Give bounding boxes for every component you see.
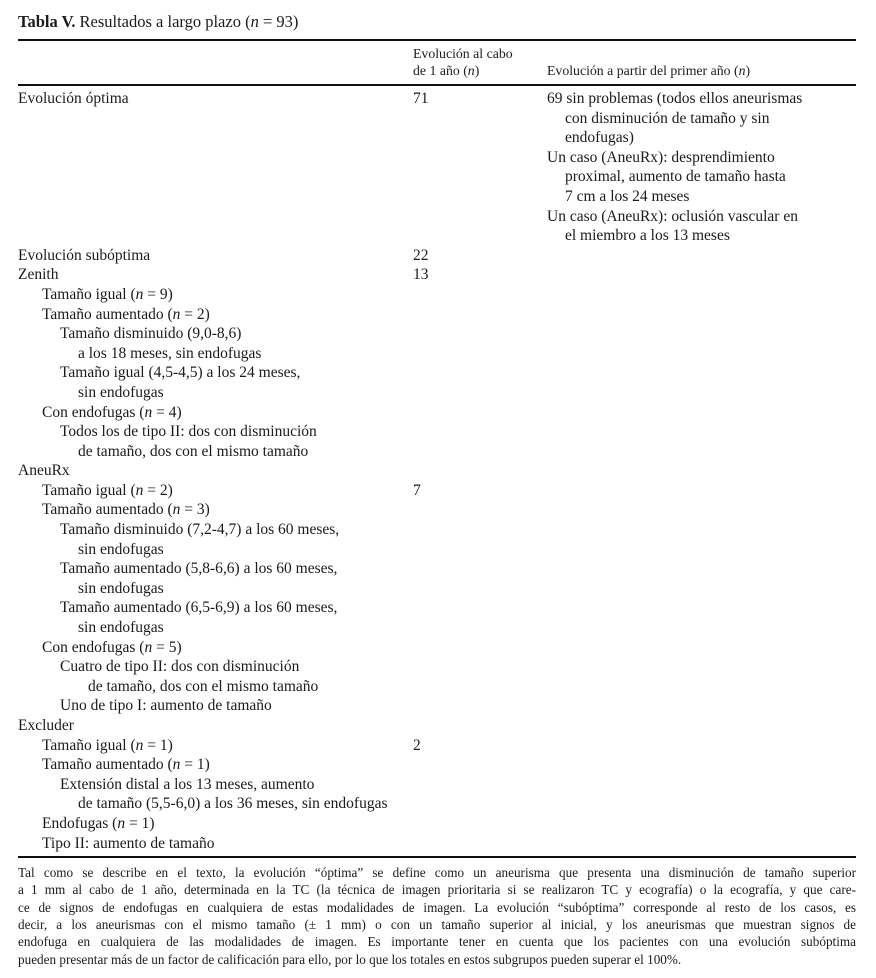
table-header-row bbox=[0, 41, 876, 84]
table-row bbox=[18, 265, 856, 285]
table-row bbox=[18, 638, 856, 658]
table-footnote bbox=[0, 858, 876, 968]
table-row bbox=[18, 618, 856, 638]
table-row bbox=[18, 814, 856, 834]
table-row bbox=[18, 461, 856, 481]
header-col-evolution-1yr-line1: Evolución al cabo bbox=[413, 46, 513, 61]
table-row bbox=[18, 403, 856, 423]
row-label: Tamaño disminuido (9,0-8,6) bbox=[60, 325, 242, 343]
detail-line: con disminución de tamaño y sin bbox=[565, 109, 770, 127]
row-label: sin endofugas bbox=[78, 383, 164, 401]
footnote-line: decir, a los aneurismas con el mismo tamaño (± 1 mm) o con un tamaño superior al inicial, y los aneurismas que muestran signos de bbox=[18, 917, 856, 933]
detail-line: Un caso (AneuRx): oclusión vascular en bbox=[547, 207, 798, 225]
table-title-text: Resultados a largo plazo (n = 93) bbox=[79, 12, 299, 31]
row-label: Uno de tipo I: aumento de tamaño bbox=[60, 697, 272, 715]
row-label: Tamaño igual (n = 9) bbox=[42, 285, 173, 303]
row-count-1yr: 7 bbox=[413, 481, 421, 499]
row-label: Con endofugas (n = 4) bbox=[42, 403, 182, 421]
row-label: a los 18 meses, sin endofugas bbox=[78, 344, 262, 362]
row-label: Evolución óptima bbox=[18, 90, 129, 107]
header-col-evolution-1yr-line2: de 1 año (n) bbox=[413, 62, 480, 78]
table-row bbox=[18, 520, 856, 540]
detail-line: 69 sin problemas (todos ellos aneurismas bbox=[547, 90, 803, 107]
detail-line: proximal, aumento de tamaño hasta bbox=[565, 168, 786, 186]
footnote-line: pueden presentar más de un factor de calificación para ello, por lo que los totales en estos subgrupos pueden superar el 100%. bbox=[18, 951, 682, 967]
table-body bbox=[0, 86, 876, 856]
row-count-1yr: 22 bbox=[413, 246, 429, 264]
row-label: de tamaño, dos con el mismo tamaño bbox=[78, 442, 309, 460]
footnote-line: endofuga en cualquiera de las modalidades de imagen. Es importante tener en cuenta que los pacientes con una evolución subóptima bbox=[18, 934, 856, 950]
header-col-evolution-after-1yr: Evolución a partir del primer año (n) bbox=[547, 62, 751, 78]
header-col-evolution-1yr bbox=[413, 46, 547, 79]
row-label: Tamaño aumentado (6,5-6,9) a los 60 meses, bbox=[60, 599, 338, 617]
row-label: sin endofugas bbox=[78, 619, 164, 637]
row-label: Extensión distal a los 13 meses, aumento bbox=[60, 775, 315, 793]
table-row bbox=[18, 736, 856, 756]
row-label: Zenith bbox=[18, 266, 59, 284]
table-row bbox=[18, 598, 856, 618]
table-row bbox=[18, 579, 856, 599]
table-row bbox=[18, 442, 856, 462]
table-row bbox=[18, 716, 856, 736]
table-row bbox=[18, 677, 856, 697]
table-row bbox=[18, 285, 856, 305]
row-label: AneuRx bbox=[18, 462, 70, 480]
table-row bbox=[18, 89, 856, 246]
table-row bbox=[18, 500, 856, 520]
row-label: Tamaño igual (n = 1) bbox=[42, 736, 173, 754]
row-label: Tamaño aumentado (n = 3) bbox=[42, 501, 210, 519]
row-label: Tamaño igual (n = 2) bbox=[42, 481, 173, 499]
table-row bbox=[18, 383, 856, 403]
table-row bbox=[18, 246, 856, 266]
table-row bbox=[18, 794, 856, 814]
table-title-label: Tabla V. bbox=[18, 12, 76, 31]
table-row bbox=[18, 696, 856, 716]
table-row bbox=[18, 324, 856, 344]
row-label: Tamaño igual (4,5-4,5) a los 24 meses, bbox=[60, 364, 301, 382]
detail-line: 7 cm a los 24 meses bbox=[565, 187, 690, 205]
table-row bbox=[18, 540, 856, 560]
row-label: Endofugas (n = 1) bbox=[42, 814, 155, 832]
table-title bbox=[0, 0, 876, 39]
detail-line: el miembro a los 13 meses bbox=[565, 227, 730, 245]
row-label: Excluder bbox=[18, 717, 74, 734]
table-row bbox=[18, 834, 856, 854]
row-count-1yr: 2 bbox=[413, 736, 421, 754]
table-row bbox=[18, 559, 856, 579]
row-label: Todos los de tipo II: dos con disminución bbox=[60, 423, 317, 441]
table-row bbox=[18, 775, 856, 795]
footnote-line: Tal como se describe en el texto, la evolución “óptima” se define como un aneurisma que presenta una disminución de tamaño superior bbox=[18, 865, 856, 881]
row-label: Tamaño aumentado (n = 1) bbox=[42, 756, 210, 774]
row-detail-after-1yr bbox=[547, 89, 856, 246]
table-row bbox=[18, 305, 856, 325]
detail-line: endofugas) bbox=[565, 129, 634, 147]
row-label: Con endofugas (n = 5) bbox=[42, 638, 182, 656]
footnote-line: ce de signos de endofugas en cualquiera de estas modalidades de imagen. La evolución “subóptima” corresponde al resto de los casos, es bbox=[18, 899, 856, 915]
table-row bbox=[18, 344, 856, 364]
row-label: Tipo II: aumento de tamaño bbox=[42, 834, 215, 852]
row-count-1yr: 13 bbox=[413, 266, 429, 284]
table-row bbox=[18, 481, 856, 501]
row-label: Cuatro de tipo II: dos con disminución bbox=[60, 658, 300, 676]
row-label: Tamaño disminuido (7,2-4,7) a los 60 meses, bbox=[60, 521, 340, 539]
row-label: Evolución subóptima bbox=[18, 246, 151, 264]
row-label: Tamaño aumentado (5,8-6,6) a los 60 meses, bbox=[60, 560, 338, 578]
row-label: de tamaño (5,5-6,0) a los 36 meses, sin endofugas bbox=[78, 795, 388, 813]
row-label: sin endofugas bbox=[78, 540, 164, 558]
row-label: de tamaño, dos con el mismo tamaño bbox=[88, 677, 319, 695]
table-row bbox=[18, 755, 856, 775]
table-row bbox=[18, 422, 856, 442]
row-label: Tamaño aumentado (n = 2) bbox=[42, 305, 210, 323]
detail-line: Un caso (AneuRx): desprendimiento bbox=[547, 148, 775, 166]
row-label: sin endofugas bbox=[78, 579, 164, 597]
footnote-line: a 1 mm al cabo de 1 año, determinada en la TC (la técnica de imagen prioritaria si se realizaron TC y ecografía) o la ecografía, y que care- bbox=[18, 882, 856, 898]
row-count-1yr: 71 bbox=[413, 90, 429, 107]
table-row bbox=[18, 657, 856, 677]
table-row bbox=[18, 363, 856, 383]
